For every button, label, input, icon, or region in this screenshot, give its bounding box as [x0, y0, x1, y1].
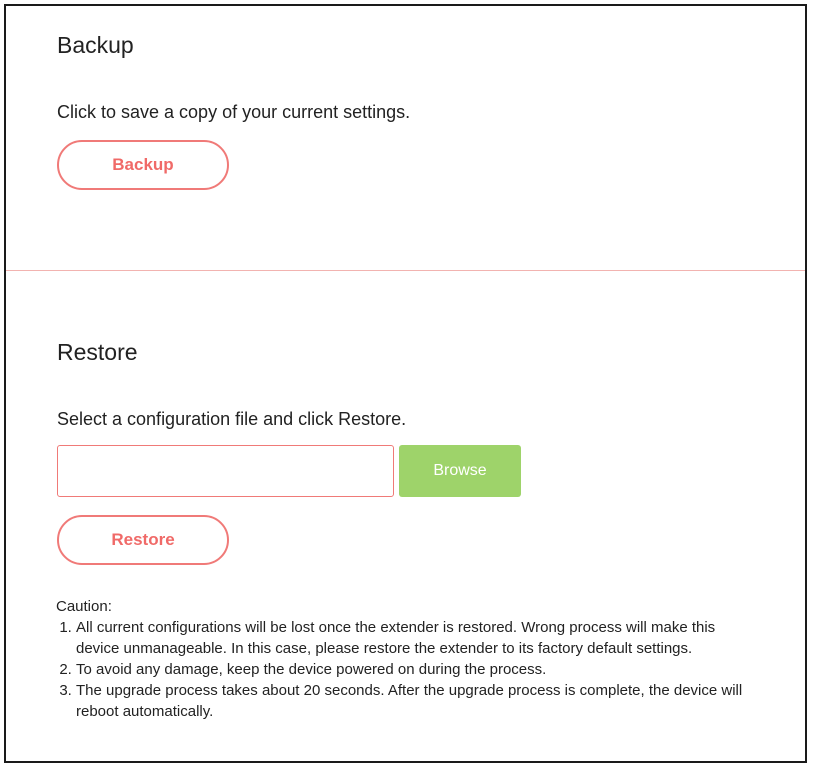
caution-title: Caution:	[56, 598, 112, 615]
caution-item: 1. All current configurations will be lost once the extender is restored. Wrong process will make this device unmanageable. In this case, please restore the extender to its factory default settings.	[76, 617, 756, 659]
caution-list	[56, 617, 756, 722]
backup-title: Backup	[57, 32, 134, 58]
settings-panel	[4, 4, 807, 763]
section-divider	[6, 270, 805, 271]
caution-notes	[56, 596, 756, 722]
caution-item: 3. The upgrade process takes about 20 seconds. After the upgrade process is complete, the device will reboot automatically.	[76, 680, 756, 722]
restore-title: Restore	[57, 339, 138, 365]
config-file-input[interactable]	[57, 445, 394, 497]
browse-button[interactable]: Browse	[399, 445, 521, 497]
restore-description: Select a configuration file and click Restore.	[57, 409, 407, 429]
caution-item: 2. To avoid any damage, keep the device powered on during the process.	[76, 659, 756, 680]
backup-description: Click to save a copy of your current settings.	[57, 102, 411, 122]
backup-button[interactable]: Backup	[57, 140, 229, 190]
restore-button[interactable]: Restore	[57, 515, 229, 565]
